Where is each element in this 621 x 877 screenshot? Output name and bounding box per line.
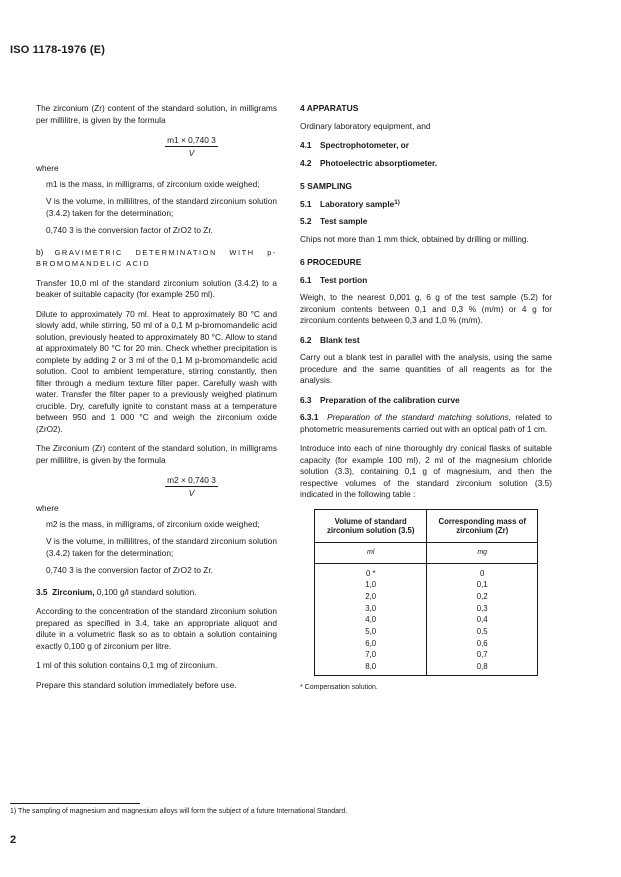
table-cell: 0,4 xyxy=(476,615,488,625)
section-6-2-text: Carry out a blank test in parallel with the analysis, using the same procedure and the same quantities of all reagents as for the analysis. xyxy=(300,352,552,385)
footnote: 1) The sampling of magnesium and magnesium alloys will form the subject of a future International Standard. xyxy=(10,808,348,815)
section-6-3-number: 6.3 xyxy=(300,394,312,405)
section-6-3-1-italic: Preparation of the standard matching solutions, xyxy=(327,412,512,422)
table-cell: 5,0 xyxy=(365,627,377,637)
section-4-1-title: Spectrophotometer, or xyxy=(320,140,409,150)
table-volume-values xyxy=(315,563,427,675)
definition-v: V is the volume, in millilitres, of the standard zirconium solution (3.4.2) taken for the determination; xyxy=(46,196,277,218)
table-cell: 0,6 xyxy=(476,638,488,648)
table-unit-volume: ml xyxy=(315,542,427,563)
section-6-1-number: 6.1 xyxy=(300,274,312,285)
definition-v-2: V is the volume, in millilitres, of the standard zirconium solution (3.4.2) taken for the determination; xyxy=(46,536,277,558)
section-4-2-number: 4.2 xyxy=(300,157,312,168)
section-4-2-title: Photoelectric absorptiometer. xyxy=(320,157,438,168)
section-5-1-number: 5.1 xyxy=(300,198,312,209)
table-cell: 2,0 xyxy=(365,591,377,601)
table-cell: 0,2 xyxy=(476,591,488,601)
formula-2-denominator: V xyxy=(188,488,195,498)
table-header-mass: Corresponding mass of zirconium (Zr) xyxy=(427,509,538,542)
footnote-ref: 1) xyxy=(394,198,400,206)
section-5-1-title: Laboratory sample xyxy=(320,198,395,209)
intro-paragraph: The zirconium (Zr) content of the standard solution, in milligrams per millilitre, is given by the formula xyxy=(36,103,277,125)
section-3-5-paragraph-1: According to the concentration of the standard zirconium solution prepared as specified in 3.4, take an appropriate aliquot and dilute in a volumetric flask so as to obtain a solution containing exactly 0,100 g of zirconium per litre. xyxy=(36,606,277,651)
definition-factor: 0,740 3 is the conversion factor of ZrO2 to Zr. xyxy=(46,225,213,235)
table-header-volume: Volume of standard zirconium solution (3.5) xyxy=(315,509,427,542)
section-6-2-title: Blank test xyxy=(320,334,360,345)
table-cell: 0,3 xyxy=(476,603,488,613)
section-6-1-title: Test portion xyxy=(320,274,368,285)
formula-1-denominator: V xyxy=(188,148,195,158)
table-unit-mass: mg xyxy=(427,542,538,563)
section-6-3-1-paragraph xyxy=(300,412,552,435)
table-cell: 0 xyxy=(480,568,485,578)
definition-m2: m2 is the mass, in milligrams, of zirconium oxide weighed; xyxy=(46,518,260,529)
method-b-paragraph-3: The Zirconium (Zr) content of the standard solution, in milligrams per millilitre, is given by the formula xyxy=(36,443,277,465)
table-cell: 4,0 xyxy=(365,615,377,625)
section-5-2 xyxy=(300,216,552,228)
section-5-heading: 5 SAMPLING xyxy=(300,181,352,191)
section-3-5-heading xyxy=(36,587,277,599)
section-3-5-paragraph-2: 1 ml of this solution contains 0,1 mg of zirconium. xyxy=(36,660,218,670)
section-6-3-1-rest: related to photometric measurements carried out with an optical path of 1 cm. xyxy=(300,412,552,434)
formula-2 xyxy=(106,474,277,499)
method-b-label: b) xyxy=(36,246,44,257)
table-cell: 0,8 xyxy=(476,662,488,672)
section-6-2 xyxy=(300,335,552,347)
page-number: 2 xyxy=(10,834,17,846)
formula-1 xyxy=(106,134,277,159)
section-4-2 xyxy=(300,158,552,170)
method-b-title: GRAVIMETRIC DETERMINATION WITH p-BROMOMANDELIC ACID xyxy=(36,247,277,268)
formula-1-numerator: m1 × 0,740 3 xyxy=(167,135,216,145)
method-b-paragraph-2: Dilute to approximately 70 ml. Heat to approximately 80 °C and slowly add, while stirring, 50 ml of a 0,1 M p-bromomandelic acid solution, previously heated to approximately 80 °C. Allow to stand at approximately 80 °C for 20 min. Check whether precipitation is complete by adding 2 or 3 ml of the 0,1 M p-bromomandelic acid solution. Cool to ambient temperature, stirring constantly, then filter through a medium texture filter paper. Carefully wash with water. Transfer the filter paper to a previously weighed platinum crucible. Dry, carefully ignite to constant mass at a temperature between 950 and 1 000 °C and weigh the zirconium oxide (ZrO2). xyxy=(36,308,277,434)
section-6-3-1-paragraph-2: Introduce into each of nine thoroughly dry conical flasks of suitable capacity (for example 100 ml), 2 ml of the magnesium chloride solution (3.3), containing 0,1 g of magnesium, and then the respective volumes of the standard zirconium solution (3.5) indicated in the following table : xyxy=(300,443,552,499)
table-note: * Compensation solution. xyxy=(300,683,378,691)
section-6-1 xyxy=(300,275,552,287)
definition-m1: m1 is the mass, in milligrams, of zirconium oxide weighed; xyxy=(46,178,260,189)
section-5-1 xyxy=(300,199,552,211)
section-4-text: Ordinary laboratory equipment, and xyxy=(300,120,431,131)
section-4-1-number: 4.1 xyxy=(300,140,312,150)
section-5-2-title: Test sample xyxy=(320,216,368,226)
table-cell: 3,0 xyxy=(365,603,377,613)
section-6-3 xyxy=(300,395,552,407)
definition-factor-2: 0,740 3 is the conversion factor of ZrO2 to Zr. xyxy=(46,565,213,575)
table-mass-values xyxy=(427,563,538,675)
method-b-heading xyxy=(36,247,277,270)
where-label: where xyxy=(36,163,59,173)
left-column xyxy=(36,103,277,699)
section-5-2-text: Chips not more than 1 mm thick, obtained by drilling or milling. xyxy=(300,233,529,244)
section-6-2-number: 6.2 xyxy=(300,334,312,345)
section-3-5-title-rest: 0,100 g/l standard solution. xyxy=(96,586,197,597)
footnote-divider xyxy=(10,803,140,804)
section-6-3-1-number: 6.3.1 xyxy=(300,412,319,422)
table-cell: 0,7 xyxy=(476,650,488,660)
section-6-1-text: Weigh, to the nearest 0,001 g, 6 g of the test sample (5.2) for zirconium contents between 0,1 and 0,3 % (m/m) or 4 g for zirconium contents between 0,3 and 1,0 % (m/m). xyxy=(300,292,552,325)
section-6-3-title: Preparation of the calibration curve xyxy=(320,394,460,405)
table-cell: 6,0 xyxy=(365,638,377,648)
section-4-heading: 4 APPARATUS xyxy=(300,103,359,113)
section-3-5-paragraph-3: Prepare this standard solution immediately before use. xyxy=(36,679,237,690)
section-5-2-number: 5.2 xyxy=(300,216,312,226)
table-cell: 0 * xyxy=(365,568,376,578)
where-label-2: where xyxy=(36,503,59,513)
method-b-paragraph-1: Transfer 10,0 ml of the standard zirconium solution (3.4.2) to a beaker of suitable capacity (for example 250 ml). xyxy=(36,277,277,299)
table-cell: 0,1 xyxy=(476,580,488,590)
section-6-heading: 6 PROCEDURE xyxy=(300,257,362,267)
table-cell: 7,0 xyxy=(365,650,377,660)
table-cell: 0,5 xyxy=(476,627,488,637)
section-4-1 xyxy=(300,140,552,152)
section-3-5-title: Zirconium, xyxy=(52,586,95,597)
table-cell: 1,0 xyxy=(365,580,377,590)
formula-2-numerator: m2 × 0,740 3 xyxy=(167,475,216,485)
section-3-5-number: 3.5 xyxy=(36,586,48,597)
calibration-table xyxy=(314,509,538,676)
right-column xyxy=(300,103,552,693)
table-cell: 8,0 xyxy=(365,662,377,672)
document-header: ISO 1178-1976 (E) xyxy=(10,44,106,56)
